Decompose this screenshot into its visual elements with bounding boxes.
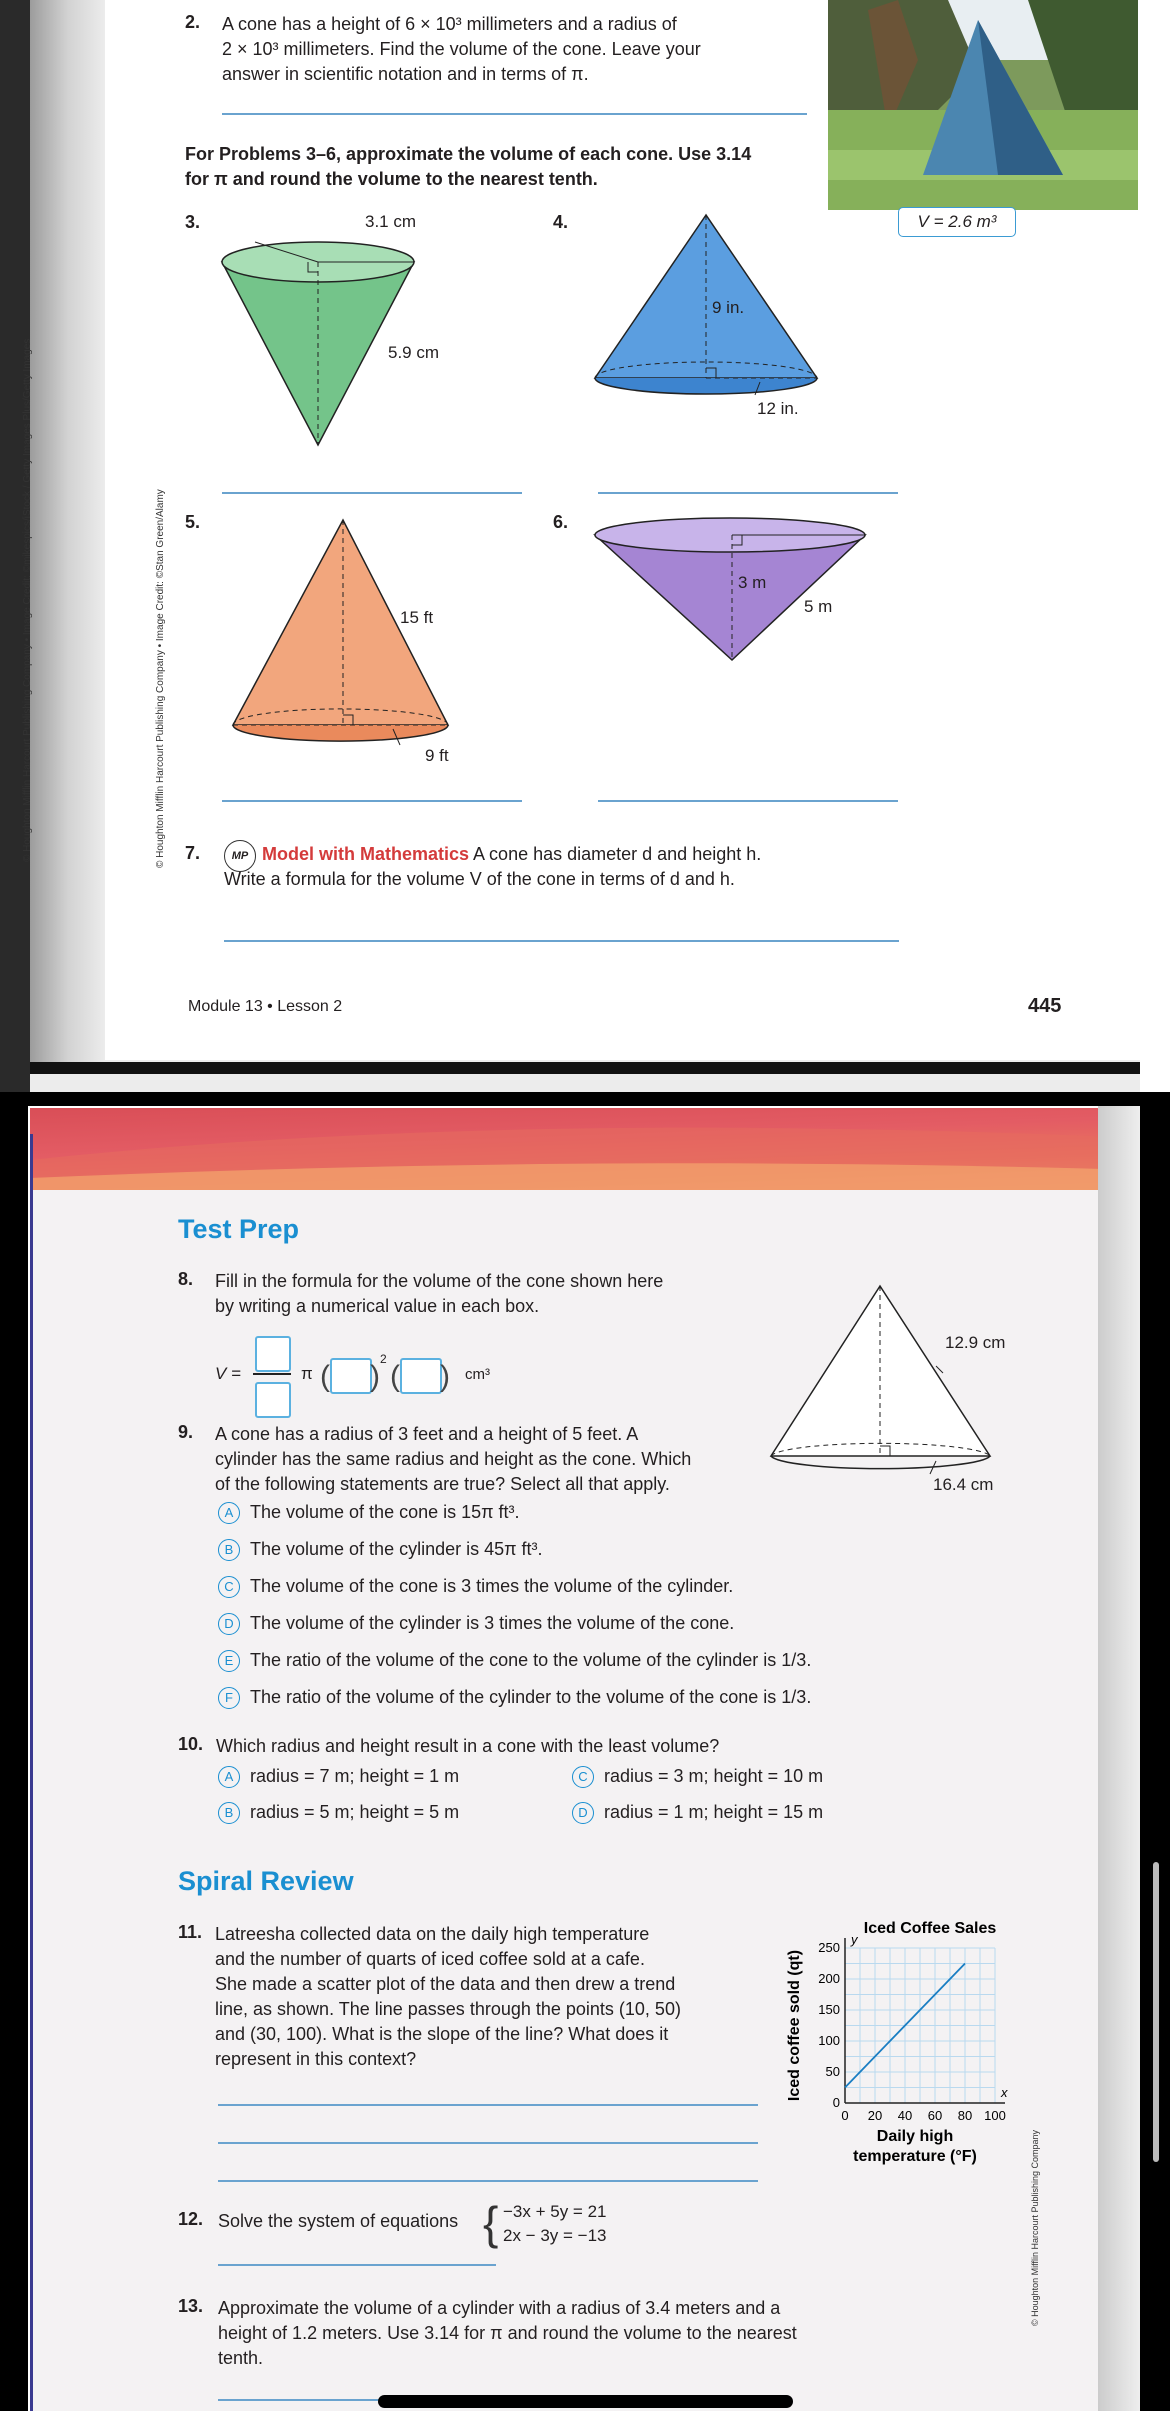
answer-line-11a[interactable] — [218, 2104, 758, 2106]
denominator-box[interactable] — [255, 1382, 291, 1418]
test-prep-heading: Test Prep — [178, 1214, 300, 1244]
page-number: 445 — [1028, 995, 1062, 1017]
x-tick-label: 0 — [841, 2108, 849, 2123]
photo-volume-label: V = 2.6 m³ — [898, 207, 1016, 237]
question-2-number: 2. — [185, 12, 201, 32]
x-axis-label-1: Daily high — [876, 2128, 954, 2145]
question-8-text: Fill in the formula for the volume of the cone shown here by writing a numerical value in each box. — [215, 1271, 664, 1316]
cone-8-height-label: 12.9 cm — [945, 1333, 1006, 1352]
y-tick-label: 150 — [818, 2002, 840, 2017]
textbook-page-445 — [0, 0, 1170, 1092]
cone-5-height-label: 15 ft — [400, 608, 434, 627]
system-equations — [503, 2200, 607, 2248]
question-7-text: Model with Mathematics A cone has diameter d and height h. — [262, 844, 762, 864]
question-9-number: 9. — [178, 1422, 194, 1442]
y-tick-label: 200 — [818, 1971, 840, 1986]
x-axis-label-2: temperature (°F) — [853, 2148, 977, 2165]
question-2-text: A cone has a height of 6 × 10³ millimeters and a radius of 2 × 10³ millimeters. Find the volume of the cone. Leave your answer in scientific notation and in terms of π. — [222, 14, 701, 84]
right-margin — [1140, 0, 1170, 1092]
pyramid-photo — [828, 0, 1138, 210]
textbook-page-446 — [0, 1106, 1170, 2411]
x-tick-label: 40 — [897, 2108, 913, 2123]
radius-box[interactable] — [330, 1358, 372, 1394]
copyright-right: © Houghton Mifflin Harcourt Publishing Company — [1030, 2129, 1040, 2326]
iced-coffee-chart — [785, 1918, 1025, 2198]
cone-5-base-label: 9 ft — [425, 746, 449, 765]
open-paren-2: ( — [390, 1360, 400, 1393]
question-4-number: 4. — [553, 212, 569, 232]
system-brace: { — [483, 2197, 499, 2249]
numerator-box[interactable] — [255, 1336, 291, 1372]
x-axis-letter: x — [1001, 2085, 1008, 2100]
question-9-options — [218, 1502, 811, 1724]
answer-line-6[interactable] — [598, 800, 898, 802]
answer-line-2[interactable] — [222, 113, 807, 115]
volume-formula — [215, 1326, 635, 1426]
question-10-text: Which radius and height result in a cone with the least volume? — [216, 1736, 720, 1756]
question-5-number: 5. — [185, 512, 201, 532]
spiral-review-heading: Spiral Review — [178, 1866, 354, 1896]
question-12-number: 12. — [178, 2209, 204, 2229]
y-tick-label: 100 — [818, 2033, 840, 2048]
option-9d[interactable]: D The volume of the cylinder is 3 times the volume of the cone. — [218, 1613, 811, 1650]
option-9b[interactable]: B The volume of the cylinder is 45π ft³. — [218, 1539, 811, 1576]
question-8-number: 8. — [178, 1269, 194, 1289]
chart-title: Iced Coffee Sales — [863, 1920, 997, 1937]
equation-1: −3x + 5y = 21 — [503, 2202, 607, 2221]
x-tick-label: 80 — [957, 2108, 973, 2123]
header-color-band — [30, 1108, 1138, 1190]
question-11-number: 11. — [178, 1922, 203, 1942]
left-border-line — [30, 1134, 33, 2411]
question-3-number: 3. — [185, 212, 201, 232]
option-10a[interactable]: A radius = 7 m; height = 1 m — [218, 1766, 459, 1788]
image-credit-left: © Houghton Mifflin Harcourt Publishing Company • Image Credit: ©mikespics/iStock / Getty Images Plus/Getty Images — [22, 338, 33, 862]
y-tick-label: 0 — [832, 2095, 840, 2110]
footer-module-lesson: Module 13 • Lesson 2 — [188, 998, 343, 1015]
close-paren-1: ) — [370, 1360, 380, 1393]
answer-line-3[interactable] — [222, 492, 522, 494]
question-13-text: Approximate the volume of a cylinder with a radius of 3.4 meters and a height of 1.2 meters. Use 3.14 for π and round the volume to the nearest tenth. — [218, 2298, 797, 2368]
home-indicator[interactable] — [378, 2395, 793, 2408]
math-practice-badge: MP — [224, 840, 256, 872]
question-7-number: 7. — [185, 843, 201, 863]
y-axis-label: Iced coffee sold (qt) — [786, 1949, 803, 2102]
fraction-bar — [253, 1373, 291, 1375]
formula-pi: π — [301, 1364, 313, 1383]
y-axis-letter: y — [851, 1932, 858, 1947]
page-gutter-shadow — [30, 0, 105, 1070]
question-11-text: Latreesha collected data on the daily high temperature and the number of quarts of iced coffee sold at a cafe. She made a scatter plot of the data and then drew a trend line, as shown. The line passes through the points (10, 50) and (30, 100). What is the slope of the line? What does it represent in this context? — [215, 1924, 681, 2069]
answer-line-12[interactable] — [218, 2264, 496, 2266]
question-12-text: Solve the system of equations — [218, 2211, 459, 2231]
y-tick-label: 50 — [825, 2064, 840, 2079]
formula-v: V = — [215, 1364, 241, 1383]
x-tick-label: 60 — [927, 2108, 943, 2123]
question-6-number: 6. — [553, 512, 569, 532]
equation-2: 2x − 3y = −13 — [503, 2226, 607, 2245]
x-tick-label: 20 — [867, 2108, 883, 2123]
option-10b[interactable]: B radius = 5 m; height = 5 m — [218, 1802, 459, 1824]
page-right-edge — [1098, 1106, 1140, 2411]
answer-line-5[interactable] — [222, 800, 522, 802]
answer-line-11b[interactable] — [218, 2142, 758, 2144]
cone-4-base-label: 12 in. — [757, 399, 799, 418]
option-9c[interactable]: C The volume of the cone is 3 times the volume of the cylinder. — [218, 1576, 811, 1613]
cone-figure-5 — [228, 515, 458, 760]
question-7-text-2: Write a formula for the volume V of the cone in terms of d and h. — [224, 869, 735, 889]
option-10d[interactable]: D radius = 1 m; height = 15 m — [572, 1802, 823, 1824]
open-paren-1: ( — [320, 1360, 330, 1393]
cone-4-height-label: 9 in. — [712, 298, 745, 317]
formula-unit: cm³ — [465, 1366, 490, 1383]
question-13-number: 13. — [178, 2296, 204, 2316]
option-9f[interactable]: F The ratio of the volume of the cylinder to the volume of the cone is 1/3. — [218, 1687, 811, 1724]
cone-figure-8 — [768, 1281, 998, 1496]
cone-figure-6 — [590, 515, 870, 670]
answer-line-7[interactable] — [224, 940, 899, 942]
option-9e[interactable]: E The ratio of the volume of the cone to the volume of the cylinder is 1/3. — [218, 1650, 811, 1687]
option-9a[interactable]: A The volume of the cone is 15π ft³. — [218, 1502, 811, 1539]
question-10-number: 10. — [178, 1734, 204, 1754]
cone-8-base-label: 16.4 cm — [933, 1475, 994, 1494]
cone-3-slant-label: 5.9 cm — [388, 343, 440, 362]
y-tick-label: 250 — [818, 1940, 840, 1955]
answer-line-4[interactable] — [598, 492, 898, 494]
chart-svg — [785, 1918, 1025, 2198]
cone-figure-4 — [590, 210, 820, 415]
question-9-text: A cone has a radius of 3 feet and a height of 5 feet. A cylinder has the same radius and height as the cone. Which of the following statements are true? Select all that apply. — [215, 1424, 692, 1494]
page-bottom-edge — [30, 1062, 1140, 1074]
cone-6-height-label: 3 m — [738, 573, 767, 592]
close-paren-2: ) — [440, 1360, 450, 1393]
exponent-2: 2 — [380, 1352, 387, 1366]
height-box[interactable] — [400, 1358, 442, 1394]
directions-3-6: For Problems 3–6, approximate the volume of each cone. Use 3.14 for π and round the volume to the nearest tenth. — [185, 144, 752, 189]
image-credit-inner: © Houghton Mifflin Harcourt Publishing Company • Image Credit: ©Stan Green/Alamy — [155, 489, 166, 868]
answer-line-11c[interactable] — [218, 2180, 758, 2182]
cone-3-top-label: 3.1 cm — [365, 212, 417, 231]
x-tick-label: 100 — [984, 2108, 1006, 2123]
model-with-math-heading: Model with Mathematics — [262, 844, 470, 864]
option-10c[interactable]: C radius = 3 m; height = 10 m — [572, 1766, 823, 1788]
scrollbar-thumb[interactable] — [1153, 1862, 1159, 2162]
cone-6-radius-label: 5 m — [804, 597, 833, 616]
